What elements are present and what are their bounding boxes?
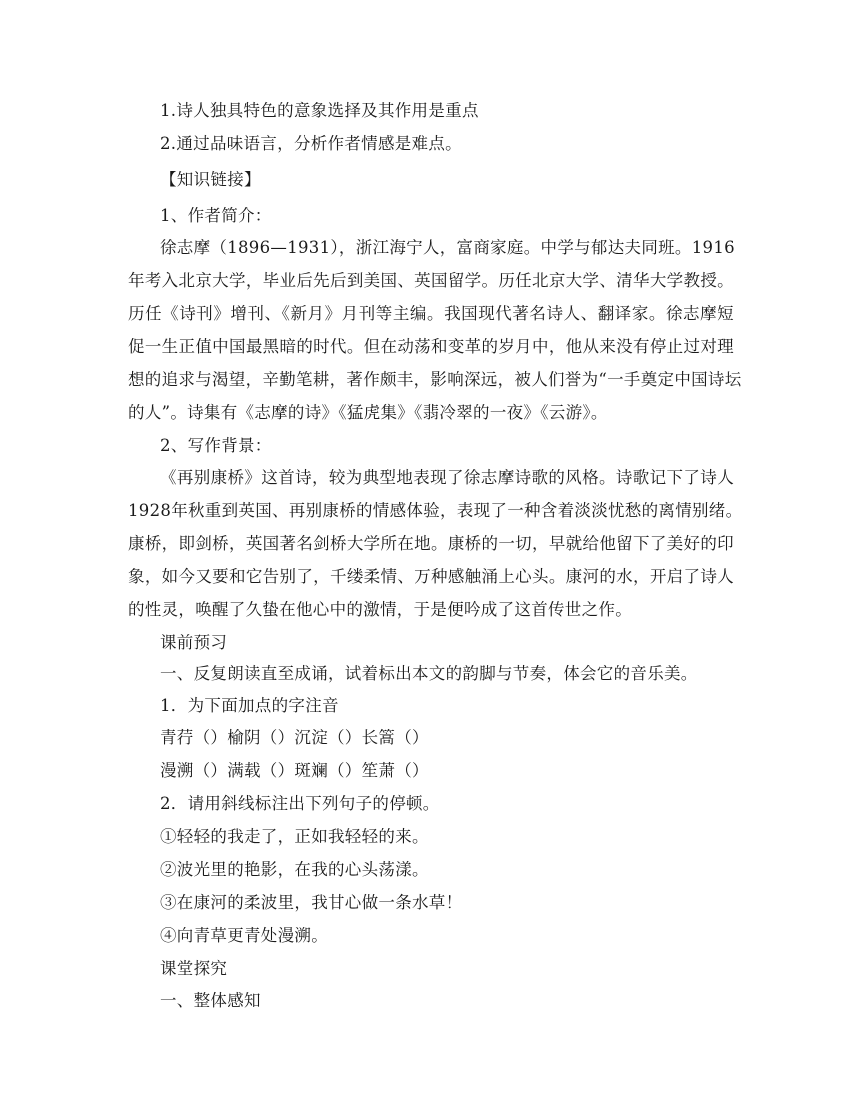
- background-paragraph-line: 的性灵，唤醒了久蛰在他心中的激情，于是便吟成了这首传世之作。: [128, 600, 632, 619]
- author-paragraph-line: 历任《诗刊》增刊、《新月》月刊等主编。我国现代著名诗人、翻译家。徐志摩短: [128, 304, 734, 323]
- subheading-writing-background: 2、写作背景：: [160, 436, 272, 455]
- background-paragraph-line: 《再别康桥》这首诗，较为典型地表现了徐志摩诗歌的风格。诗歌记下了诗人: [160, 468, 734, 487]
- author-paragraph-line: 的人”。诗集有《志摩的诗》《猛虎集》《翡冷翠的一夜》《云游》。: [128, 403, 608, 422]
- pinyin-items-row: 青荇（）榆阴（）沉淀（）长篙（）: [160, 728, 429, 747]
- subheading-author-intro: 1、作者简介：: [160, 206, 272, 225]
- sentence-item: ③在康河的柔波里，我甘心做一条水草！: [160, 893, 463, 912]
- author-paragraph-line: 促一生正值中国最黑暗的时代。但在动荡和变革的岁月中，他从来没有停止过对理: [128, 337, 734, 356]
- question-pause-marking: 2．请用斜线标注出下列句子的停顿。: [160, 794, 440, 813]
- pinyin-items-row: 漫溯（）满载（）斑斓（）笙萧（）: [160, 761, 429, 780]
- question-pinyin: 1．为下面加点的字注音: [160, 696, 339, 715]
- sentence-item: ②波光里的艳影，在我的心头荡漾。: [160, 860, 429, 879]
- section-heading-knowledge-link: 【知识链接】: [160, 170, 261, 189]
- subheading-overall-perception: 一、整体感知: [160, 991, 261, 1010]
- section-heading-preview: 课前预习: [160, 633, 228, 652]
- section-heading-class-exploration: 课堂探究: [160, 959, 228, 978]
- author-paragraph-line: 徐志摩（1896—1931），浙江海宁人，富商家庭。中学与郁达夫同班。1916: [160, 238, 735, 257]
- sentence-item: ①轻轻的我走了，正如我轻轻的来。: [160, 827, 429, 846]
- background-paragraph-line: 康桥，即剑桥，英国著名剑桥大学所在地。康桥的一切，早就给他留下了美好的印: [128, 534, 734, 553]
- sentence-item: ④向青草更青处漫溯。: [160, 926, 328, 945]
- difficult-point-line: 2.通过品味语言，分析作者情感是难点。: [160, 134, 462, 153]
- background-paragraph-line: 象，如今又要和它告别了，千缕柔情、万种感触涌上心头。康河的水，开启了诗人: [128, 567, 734, 586]
- key-point-line: 1.诗人独具特色的意象选择及其作用是重点: [160, 101, 479, 120]
- background-paragraph-line: 1928年秋重到英国、再别康桥的情感体验，表现了一种含着淡淡忧愁的离情别绪。: [128, 501, 743, 520]
- preview-task-1: 一、反复朗读直至成诵，试着标出本文的韵脚与节奏，体会它的音乐美。: [160, 664, 698, 683]
- author-paragraph-line: 想的追求与渴望，辛勤笔耕，著作颇丰，影响深远，被人们誉为“一手奠定中国诗坛: [128, 370, 742, 389]
- author-paragraph-line: 年考入北京大学，毕业后先后到美国、英国留学。历任北京大学、清华大学教授。: [128, 271, 734, 290]
